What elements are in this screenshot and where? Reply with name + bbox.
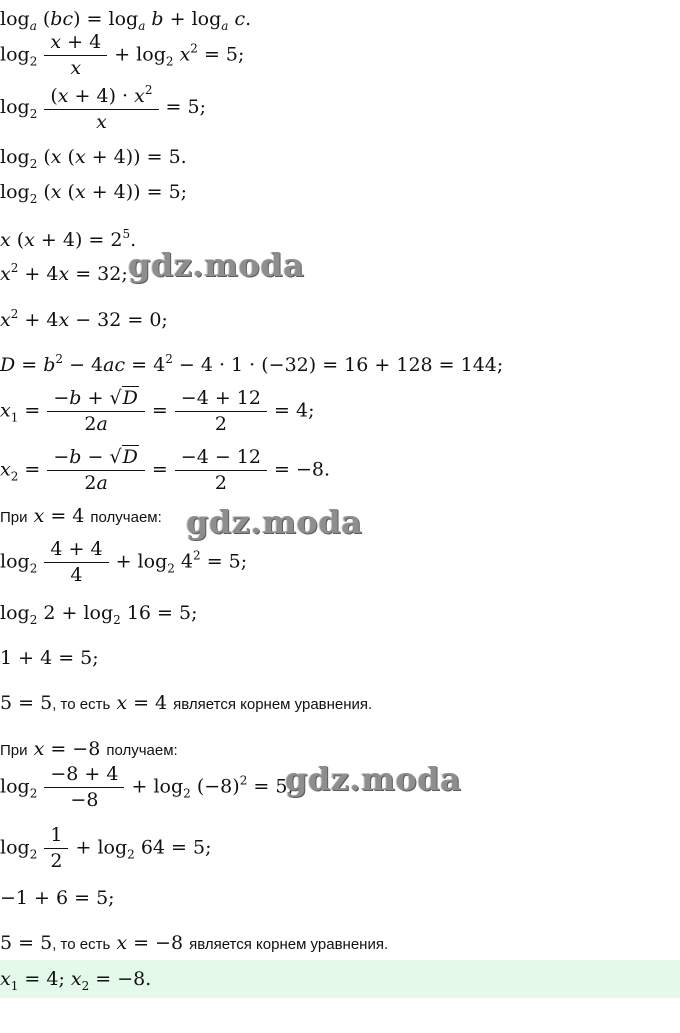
check-1-step-3: 1 + 4 = 5; — [0, 647, 99, 669]
log-rule: $\log_a (bc) = \log_a b + \log_a c$. — [0, 8, 252, 33]
step-4: $\log_2 (x$ (x + 4)) = 5; — [0, 181, 188, 206]
check-1-step-2: $\log_2 2 + \log_2 16 = 5$; — [0, 602, 198, 627]
step-3: $\log_2 (x$ (x + 4)) = 5. — [0, 146, 187, 171]
check-2-intro: При x = −8 получаем: — [0, 738, 178, 760]
step-5: x $(x + 4) = 2^5$. — [0, 227, 137, 251]
check-2-step-1: $\log_2$ $\frac{-8 + 4}{-8}$ + $\log_2 (-8)^2 = 5$; — [0, 763, 294, 811]
watermark-3: gdz.moda — [285, 760, 462, 798]
watermark-1: gdz.moda — [128, 246, 305, 284]
discriminant: $D = b^2 - 4ac = 4^2 - 4 \cdot 1 \cdot (-32) = 16 + 128 = 144$; — [0, 352, 504, 376]
check-2-step-3: −1 + 6 = 5; — [0, 887, 115, 909]
check-1-step-1: $\log_2$ $\frac{4 + 4}{4}$ + $\log_2 4^2 = 5$; — [0, 538, 248, 586]
step-1: $\log_2$ $\frac{x + 4}{x}$ + $\log_2 x^2 = 5$; — [0, 31, 245, 79]
root-1: $x_1$ = $\frac{-b + √D}{2a}$ = $\frac{-4 + 12}{2}$ = 4; — [0, 387, 315, 435]
watermark-2: gdz.moda — [186, 503, 363, 541]
root-2: $x_2$ = $\frac{-b - √D}{2a}$ = $\frac{-4 - 12}{2}$ = −8. — [0, 446, 331, 494]
check-2-conclusion: 5 = 5, то есть x = −8 является корнем уравнения. — [0, 932, 389, 954]
check-2-step-2: $\log_2$ $\frac{1}{2}$ + $\log_2 64 = 5$; — [0, 824, 212, 872]
step-7: $x^2 + 4x - 32 = 0$; — [0, 307, 168, 331]
answer: $x_1 = 4$; $x_2 = -8$. — [0, 968, 152, 993]
check-1-intro: При x = 4 получаем: — [0, 505, 162, 527]
check-1-conclusion: 5 = 5, то есть x = 4 является корнем уравнения. — [0, 692, 373, 714]
step-6: $x^2 + 4x = 32$; — [0, 261, 128, 285]
step-2: $\log_2$ $\frac{(x + 4) \cdot x^2}{x}$ = 5; — [0, 83, 206, 133]
